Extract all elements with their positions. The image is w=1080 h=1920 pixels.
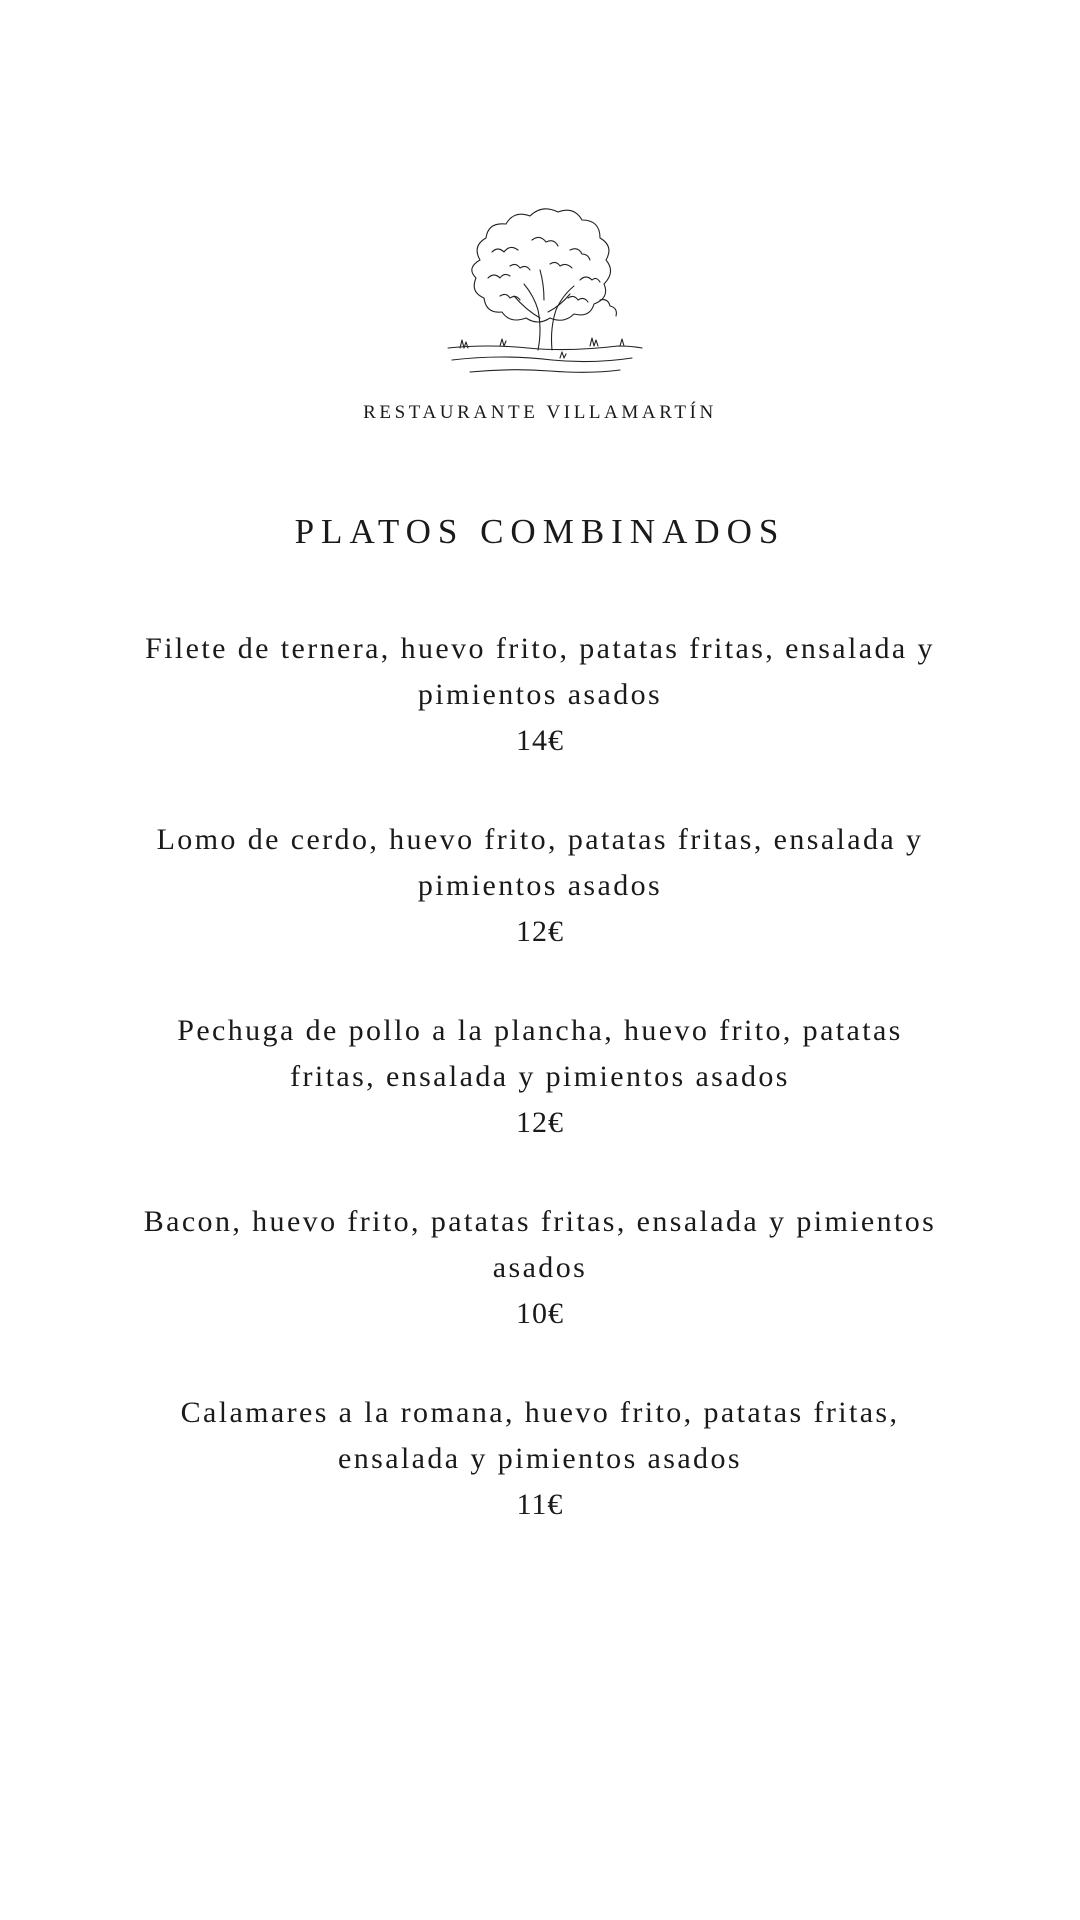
menu-item (0, 1008, 1080, 1199)
dish-price: 14€ (516, 724, 564, 757)
dish-description: Lomo de cerdo, huevo frito, patatas fritas, ensalada y pimientos asados (156, 823, 924, 902)
dish-description: Bacon, huevo frito, patatas fritas, ensalada y pimientos asados (143, 1205, 937, 1284)
dish-description: Pechuga de pollo a la plancha, huevo frito, patatas fritas, ensalada y pimientos asados (177, 1014, 903, 1093)
section-title: PLATOS COMBINADOS (294, 512, 786, 551)
restaurant-name: RESTAURANTE VILLAMARTÍN (363, 402, 717, 423)
menu-item (0, 626, 1080, 817)
dish-price: 12€ (516, 915, 564, 948)
dish-description: Calamares a la romana, huevo frito, patatas fritas, ensalada y pimientos asados (180, 1396, 900, 1475)
dish-description: Filete de ternera, huevo frito, patatas fritas, ensalada y pimientos asados (145, 632, 935, 711)
dish-price: 10€ (516, 1297, 564, 1330)
menu-item (0, 1199, 1080, 1390)
dish-price: 11€ (516, 1488, 564, 1521)
dish-price: 12€ (516, 1106, 564, 1139)
tree-logo-icon (440, 200, 650, 380)
menu-item (0, 1390, 1080, 1581)
menu-list (0, 626, 1080, 1581)
menu-item (0, 817, 1080, 1008)
